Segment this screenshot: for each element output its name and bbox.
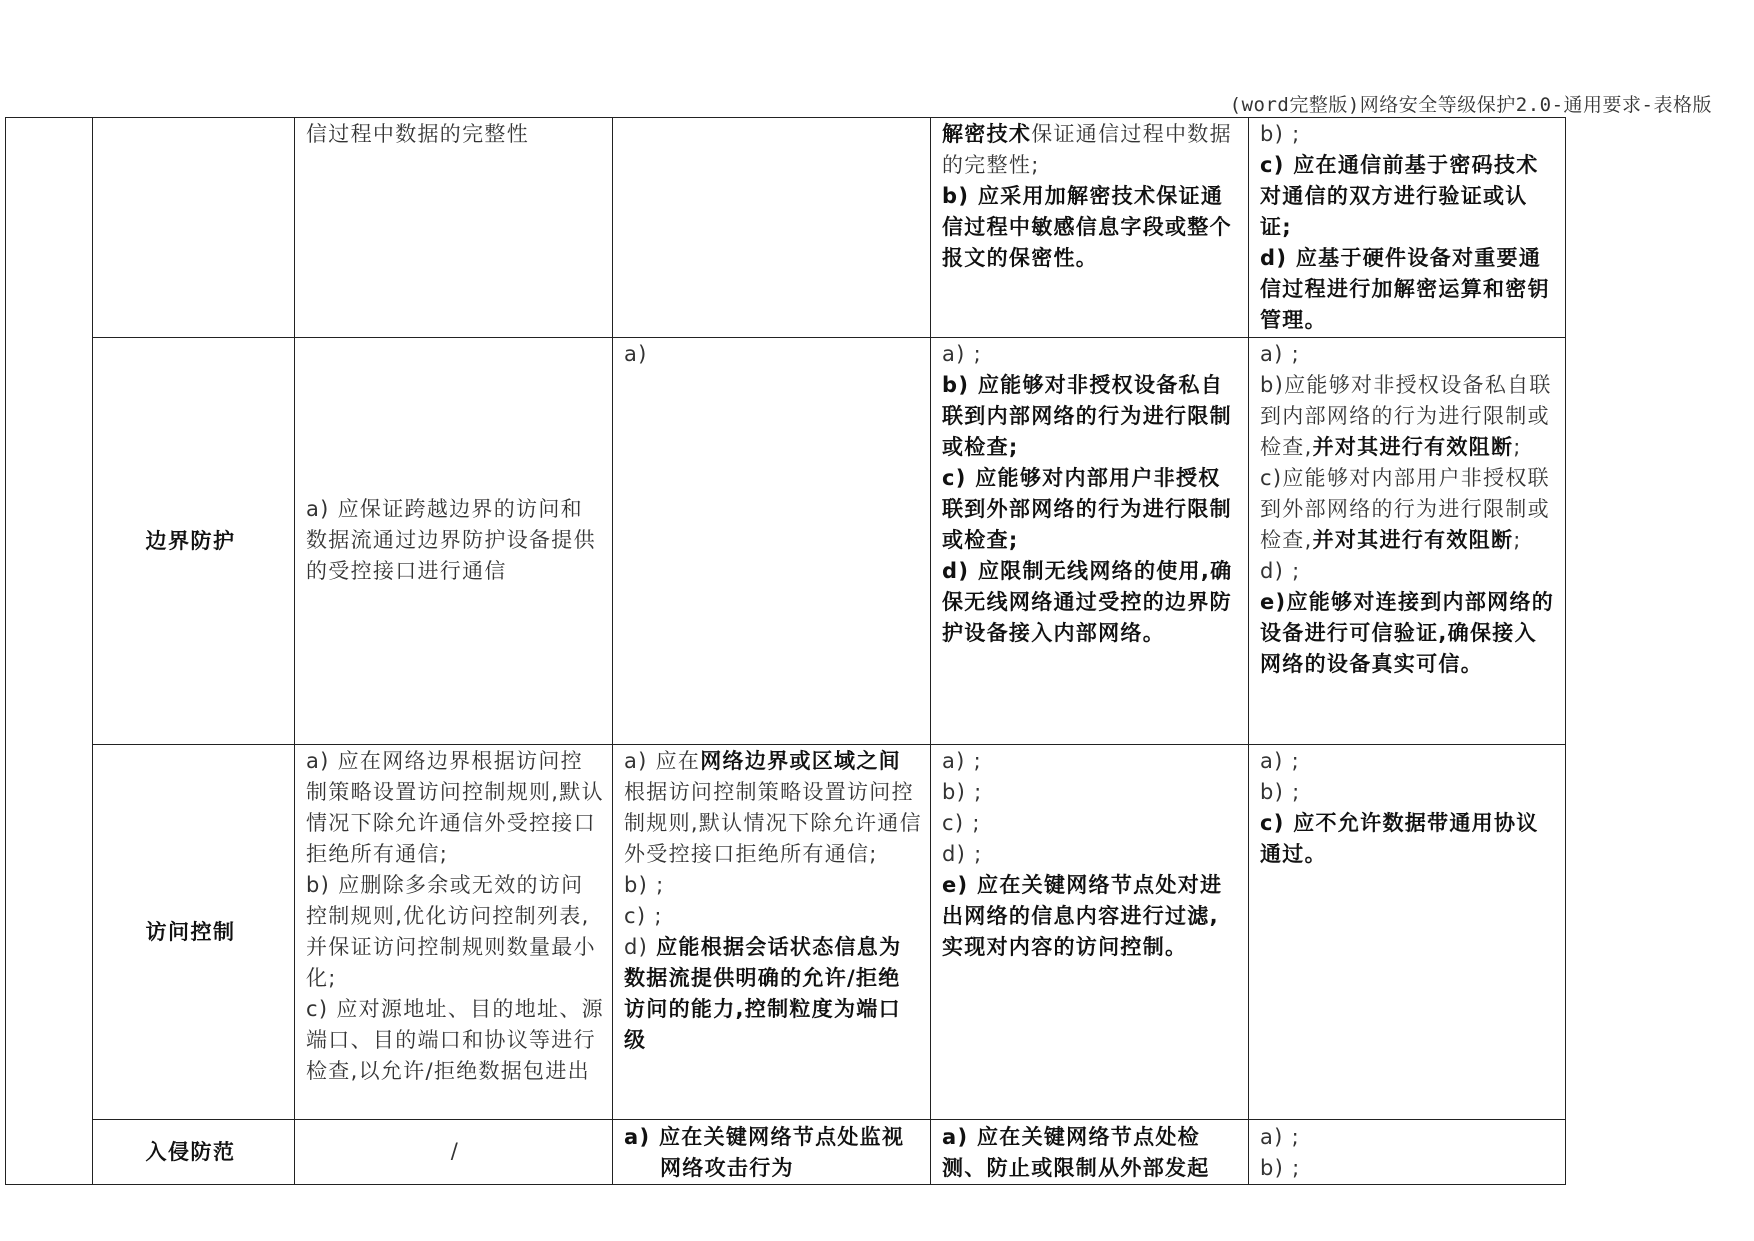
requirement-text: 解密技术保证通信过程中数据的完整性; bbox=[942, 122, 1232, 177]
requirement-text: d) 应基于硬件设备对重要通信过程进行加解密运算和密钥管理。 bbox=[1260, 246, 1550, 332]
requirement-text: b) 应删除多余或无效的访问控制规则,优化访问控制列表,并保证访问控制规则数量最小化; bbox=[306, 873, 596, 990]
requirement-text: b) 应采用加解密技术保证通信过程中敏感信息字段或整个报文的保密性。 bbox=[942, 184, 1232, 270]
requirement-text: b) ; bbox=[1260, 1156, 1301, 1180]
requirement-text: a) ; bbox=[1260, 749, 1301, 773]
requirement-text: a) ; bbox=[942, 342, 983, 366]
requirement-text: c) 应对源地址、目的地址、源端口、目的端口和协议等进行检查,以允许/拒绝数据包进出 bbox=[306, 997, 604, 1083]
table-gridline bbox=[930, 118, 931, 1184]
table-cell bbox=[612, 339, 930, 370]
table-cell bbox=[1248, 746, 1566, 870]
requirement-text: d) 应能根据会话状态信息为数据流提供明确的允许/拒绝访问的能力,控制粒度为端口级 bbox=[624, 935, 902, 1052]
requirement-text: b) 应能够对非授权设备私自联到内部网络的行为进行限制或检查; bbox=[942, 373, 1232, 459]
requirement-text: 信过程中数据的完整性 bbox=[306, 122, 529, 146]
table-gridline bbox=[92, 744, 1565, 745]
table-cell bbox=[930, 1122, 1248, 1184]
requirement-text: a) 应保证跨越边界的访问和数据流通过边界防护设备提供的受控接口进行通信 bbox=[306, 496, 596, 583]
row-label: 访问控制 bbox=[145, 920, 236, 944]
requirement-text-bold: 解密技术 bbox=[942, 122, 1032, 146]
table-cell bbox=[930, 339, 1248, 649]
table-cell bbox=[1248, 339, 1566, 680]
table-cell bbox=[1248, 119, 1566, 336]
requirement-text: b) ; bbox=[942, 780, 983, 804]
requirement-text: e) 应在关键网络节点处对进出网络的信息内容进行过滤,实现对内容的访问控制。 bbox=[942, 873, 1223, 959]
requirement-text: a) 应在网络边界或区域之间根据访问控制策略设置访问控制规则,默认情况下除允许通信外受控接口拒绝所有通信; bbox=[624, 749, 922, 866]
table-cell bbox=[612, 1122, 930, 1184]
requirement-text: a) 应在关键网络节点处检测、防止或限制从外部发起 bbox=[942, 1125, 1210, 1180]
table-cell bbox=[294, 746, 612, 1087]
requirement-text: b)应能够对非授权设备私自联到内部网络的行为进行限制或检查,并对其进行有效阻断; bbox=[1260, 373, 1552, 459]
requirement-text: / bbox=[450, 1138, 460, 1163]
requirement-text: a) bbox=[624, 342, 648, 366]
requirement-text: a) ; bbox=[942, 749, 983, 773]
requirement-text: c) ; bbox=[942, 811, 981, 835]
requirement-text: b) ; bbox=[1260, 122, 1301, 146]
requirement-text: e)应能够对连接到内部网络的设备进行可信验证,确保接入网络的设备真实可信。 bbox=[1260, 590, 1555, 676]
requirement-text: a) 应在关键网络节点处监视网络攻击行为 bbox=[624, 1125, 905, 1180]
requirement-text: a) 应在网络边界根据访问控制策略设置访问控制规则,默认情况下除允许通信外受控接口拒绝所有通信; bbox=[306, 749, 604, 866]
table-cell bbox=[294, 1120, 612, 1182]
requirement-text: a) ; bbox=[1260, 1125, 1301, 1149]
requirement-text: c) 应能够对内部用户非授权联到外部网络的行为进行限制或检查; bbox=[942, 466, 1232, 552]
requirement-text: b) ; bbox=[624, 873, 665, 897]
table-cell bbox=[294, 338, 612, 742]
row-label: 边界防护 bbox=[145, 529, 236, 553]
requirement-text: c)应能够对内部用户非授权联到外部网络的行为进行限制或检查,并对其进行有效阻断; bbox=[1260, 466, 1550, 552]
requirement-text: c) 应不允许数据带通用协议通过。 bbox=[1260, 811, 1539, 866]
requirement-text: d) ; bbox=[1260, 559, 1301, 583]
table-cell bbox=[294, 119, 612, 150]
requirement-text: d) 应限制无线网络的使用,确保无线网络通过受控的边界防护设备接入内部网络。 bbox=[942, 559, 1233, 645]
requirement-text: a) ; bbox=[1260, 342, 1301, 366]
row-label: 入侵防范 bbox=[145, 1140, 236, 1164]
requirement-text: c) ; bbox=[624, 904, 663, 928]
requirement-text: b) ; bbox=[1260, 780, 1301, 804]
table-cell bbox=[1248, 1122, 1566, 1184]
document-header: (word完整版)网络安全等级保护2.0-通用要求-表格版 bbox=[1229, 94, 1712, 116]
table-cell bbox=[930, 119, 1248, 274]
table-cell bbox=[930, 746, 1248, 963]
requirement-text: d) ; bbox=[942, 842, 983, 866]
table-cell bbox=[612, 746, 930, 1056]
requirement-text: c) 应在通信前基于密码技术对通信的双方进行验证或认证; bbox=[1260, 153, 1539, 239]
